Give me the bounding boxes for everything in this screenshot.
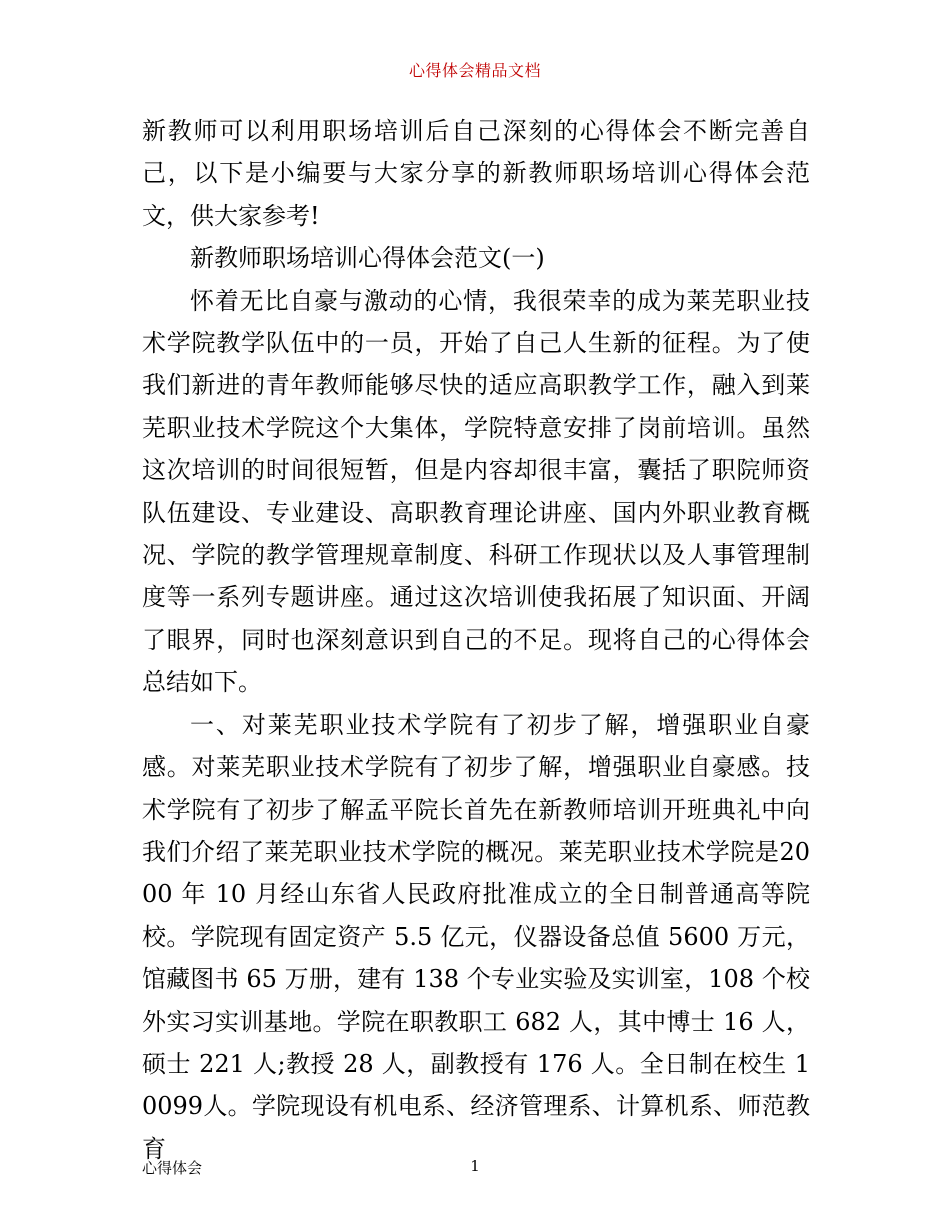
page-number: 1: [470, 1157, 480, 1175]
footer-label: 心得体会: [142, 1159, 203, 1177]
intro-paragraph: 新教师可以利用职场培训后自己深刻的心得体会不断完善自己，以下是小编要与大家分享的新教师职场培训心得体会范文，供大家参考!: [142, 117, 810, 230]
page-header-title: 心得体会精品文档: [408, 61, 541, 80]
body-paragraph-2: 一、对莱芜职业技术学院有了初步了解，增强职业自豪感。对莱芜职业技术学院有了初步了解，增强职业自豪感。技术学院有了初步了解孟平院长首先在新教师培训开班典礼中向我们介绍了莱芜职业技术学院的概况。莱芜职业技术学院是2000 年 10 月经山东省人民政府批准成立的全日制普通高等院校。学院现有固定资产 5.5 亿元，仪器设备总值 5600 万元，馆藏图书 65 万册，建有 138 个专业实验及实训室，108 个校外实习实训基地。学院在职教职工 682 人，其中博士 16 人，硕士 221 人;教授 28 人，副教授有 176 人。全日制在校生 10099人。学院现设有机电系、经济管理系、计算机系、师范教育: [142, 710, 810, 1163]
section-subtitle: 新教师职场培训心得体会范文(一): [190, 244, 545, 273]
body-paragraph-1: 怀着无比自豪与激动的心情，我很荣幸的成为莱芜职业技术学院教学队伍中的一员，开始了自己人生新的征程。为了使我们新进的青年教师能够尽快的适应高职教学工作，融入到莱芜职业技术学院这个大集体，学院特意安排了岗前培训。虽然这次培训的时间很短暂，但是内容却很丰富，囊括了职院师资队伍建设、专业建设、高职教育理论讲座、国内外职业教育概况、学院的教学管理规章制度、科研工作现状以及人事管理制度等一系列专题讲座。通过这次培训使我拓展了知识面、开阔了眼界，同时也深刻意识到自己的不足。现将自己的心得体会总结如下。: [142, 286, 810, 697]
document-body: [142, 110, 810, 1170]
